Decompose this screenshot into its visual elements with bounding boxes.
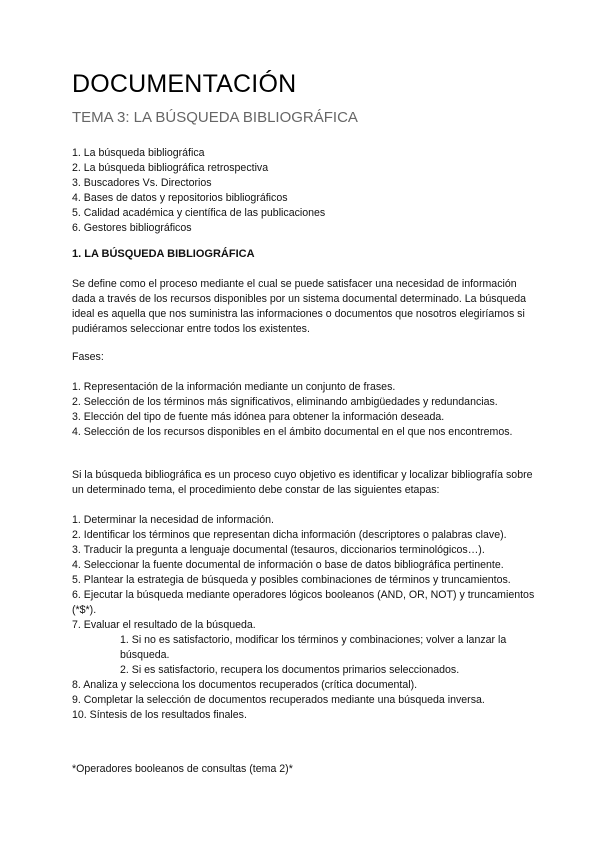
step-item: 3. Traducir la pregunta a lenguaje documental (tesauros, diccionarios terminológicos…). — [72, 544, 485, 556]
toc-item: 1. La búsqueda bibliográfica — [72, 147, 205, 159]
footnote: *Operadores booleanos de consultas (tema 2)* — [72, 763, 293, 775]
step-item: 8. Analiza y selecciona los documentos recuperados (crítica documental). — [72, 679, 418, 691]
step-item: 2. Identificar los términos que representan dicha información (descriptores o palabras clave). — [72, 529, 507, 541]
step-item: 9. Completar la selección de documentos recuperados mediante una búsqueda inversa. — [72, 694, 485, 706]
phase-item: 3. Elección del tipo de fuente más idónea para obtener la información deseada. — [72, 411, 445, 423]
toc-item: 6. Gestores bibliográficos — [72, 222, 192, 234]
phases-label: Fases: — [72, 351, 104, 363]
step-item: 1. Determinar la necesidad de información. — [72, 514, 274, 526]
steps-intro: Si la búsqueda bibliográfica es un proceso cuyo objetivo es identificar y localizar bibliografía sobre un determinado tema, el procedimiento debe constar de las siguientes etapas: — [72, 469, 533, 496]
step-item: 10. Síntesis de los resultados finales. — [72, 709, 247, 721]
toc-item: 2. La búsqueda bibliográfica retrospectiva — [72, 162, 269, 174]
intro-paragraph: Se define como el proceso mediante el cual se puede satisfacer una necesidad de información dada a través de los recursos disponibles por un sistema documental determinado. La búsqueda ideal es aquella que nos suministra las informaciones o documentos que nosotros elegiríamos si pudiéramos seleccionar entre todos los existentes. — [72, 278, 527, 335]
step-item: 4. Seleccionar la fuente documental de información o base de datos bibliográfica pertinente. — [72, 559, 504, 571]
phase-item: 2. Selección de los términos más significativos, eliminando ambigüedades y redundancias. — [72, 396, 498, 408]
step-item: 5. Plantear la estrategia de búsqueda y posibles combinaciones de términos y truncamientos. — [72, 574, 511, 586]
section-heading: 1. LA BÚSQUEDA BIBLIOGRÁFICA — [72, 248, 255, 260]
phases-list — [72, 380, 542, 440]
step-item: 6. Ejecutar la búsqueda mediante operadores lógicos booleanos (AND, OR, NOT) y truncamientos (*$*). — [72, 589, 535, 616]
substep-item: 2. Si es satisfactorio, recupera los documentos primarios seleccionados. — [120, 664, 460, 676]
toc-item: 5. Calidad académica y científica de las publicaciones — [72, 207, 326, 219]
phase-item: 4. Selección de los recursos disponibles en el ámbito documental en el que nos encontremos. — [72, 426, 513, 438]
toc-item: 4. Bases de datos y repositorios bibliográficos — [72, 192, 288, 204]
page-subtitle: TEMA 3: LA BÚSQUEDA BIBLIOGRÁFICA — [72, 109, 358, 126]
steps-list — [72, 513, 542, 723]
toc-item: 3. Buscadores Vs. Directorios — [72, 177, 212, 189]
substep-item: 1. Si no es satisfactorio, modificar los términos y combinaciones; volver a lanzar la búsqueda. — [120, 634, 507, 661]
phase-item: 1. Representación de la información mediante un conjunto de frases. — [72, 381, 396, 393]
step-item: 7. Evaluar el resultado de la búsqueda. — [72, 619, 256, 631]
table-of-contents — [72, 146, 325, 236]
page-title: DOCUMENTACIÓN — [72, 70, 297, 98]
